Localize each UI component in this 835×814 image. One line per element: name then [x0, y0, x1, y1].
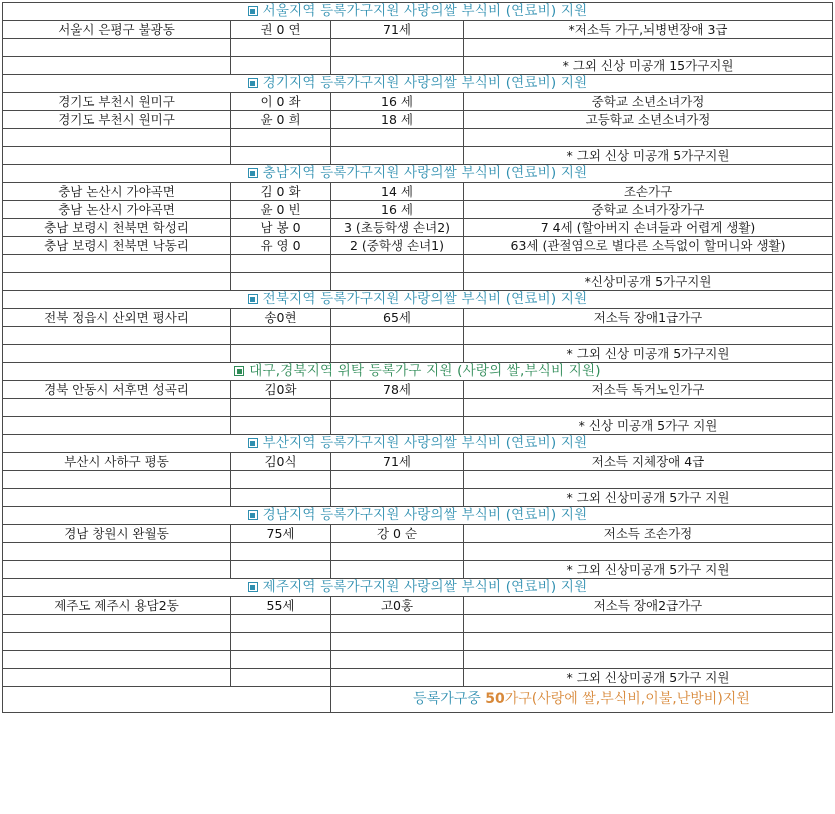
address-cell: 전북 정읍시 산외면 평사리 [3, 309, 231, 327]
section-title [3, 507, 833, 525]
address-cell [3, 147, 231, 165]
note-cell: 저소득 독거노인가구 [464, 381, 833, 399]
section-title [3, 75, 833, 93]
section-header-row [3, 507, 833, 525]
address-cell [3, 633, 231, 651]
support-table [2, 2, 833, 713]
age-cell [331, 255, 464, 273]
name-cell: 김 0 화 [231, 183, 331, 201]
name-cell: 남 봉 0 [231, 219, 331, 237]
age-cell [331, 651, 464, 669]
address-cell [3, 615, 231, 633]
note-cell: * 그외 신상미공개 5가구 지원 [464, 561, 833, 579]
section-title [3, 291, 833, 309]
household-row [3, 219, 833, 237]
note-cell: * 그외 신상미공개 5가구 지원 [464, 669, 833, 687]
age-cell: 71세 [331, 453, 464, 471]
name-cell [231, 489, 331, 507]
age-cell: 3 (초등학생 손녀2) [331, 219, 464, 237]
support-table-body [3, 3, 833, 713]
household-row [3, 417, 833, 435]
name-cell [231, 345, 331, 363]
address-cell [3, 489, 231, 507]
name-cell: 유 영 0 [231, 237, 331, 255]
summary-row [3, 687, 833, 713]
section-header-row [3, 435, 833, 453]
name-cell [231, 615, 331, 633]
age-cell: 고0홍 [331, 597, 464, 615]
address-cell: 제주도 제주시 용담2동 [3, 597, 231, 615]
household-row [3, 471, 833, 489]
address-cell [3, 543, 231, 561]
address-cell: 부산시 사하구 평동 [3, 453, 231, 471]
name-cell [231, 651, 331, 669]
name-cell: 김0화 [231, 381, 331, 399]
section-title [3, 579, 833, 597]
square-bullet-icon [248, 510, 258, 520]
address-cell [3, 273, 231, 291]
age-cell [331, 669, 464, 687]
note-cell [464, 39, 833, 57]
note-cell: 63세 (관절염으로 별다른 소득없이 할머니와 생활) [464, 237, 833, 255]
section-title-text: 서울지역 등록가구지원 사랑의쌀 부식비 (연료비) 지원 [262, 3, 588, 19]
square-bullet-icon [248, 438, 258, 448]
summary-blank-cell [3, 687, 331, 713]
address-cell [3, 39, 231, 57]
household-row [3, 327, 833, 345]
summary-prefix: 등록가구중 [413, 691, 486, 707]
name-cell [231, 129, 331, 147]
name-cell [231, 669, 331, 687]
household-row [3, 633, 833, 651]
age-cell [331, 147, 464, 165]
age-cell [331, 39, 464, 57]
age-cell [331, 399, 464, 417]
name-cell: 권 0 연 [231, 21, 331, 39]
section-title-text: 전북지역 등록가구지원 사랑의쌀 부식비 (연료비) 지원 [262, 291, 588, 307]
section-title [3, 363, 833, 381]
address-cell: 서울시 은평구 불광동 [3, 21, 231, 39]
note-cell: 저소득 장애2급가구 [464, 597, 833, 615]
age-cell [331, 489, 464, 507]
age-cell: 65세 [331, 309, 464, 327]
household-row [3, 597, 833, 615]
summary-suffix: 가구(사랑에 쌀,부식비,이불,난방비)지원 [504, 691, 750, 707]
age-cell [331, 543, 464, 561]
section-title-text: 대구,경북지역 위탁 등록가구 지원 (사랑의 쌀,부식비 지원) [249, 363, 601, 379]
note-cell [464, 651, 833, 669]
address-cell: 경기도 부천시 원미구 [3, 93, 231, 111]
square-bullet-icon [248, 78, 258, 88]
age-cell [331, 615, 464, 633]
household-row [3, 561, 833, 579]
household-row [3, 93, 833, 111]
name-cell [231, 39, 331, 57]
note-cell: * 그외 신상 미공개 5가구지원 [464, 147, 833, 165]
address-cell [3, 651, 231, 669]
age-cell: 16 세 [331, 93, 464, 111]
square-bullet-icon [248, 294, 258, 304]
address-cell [3, 129, 231, 147]
note-cell: 7 4세 (할아버지 손녀들과 어렵게 생활) [464, 219, 833, 237]
note-cell: *저소득 가구,뇌병변장애 3급 [464, 21, 833, 39]
address-cell [3, 327, 231, 345]
age-cell [331, 327, 464, 345]
summary-count: 50 [485, 691, 505, 707]
section-title-text: 제주지역 등록가구지원 사랑의쌀 부식비 (연료비) 지원 [262, 579, 588, 595]
name-cell: 75세 [231, 525, 331, 543]
note-cell [464, 543, 833, 561]
note-cell: * 그외 신상미공개 5가구 지원 [464, 489, 833, 507]
age-cell: 78세 [331, 381, 464, 399]
note-cell: 고등학교 소년소녀가정 [464, 111, 833, 129]
section-header-row [3, 291, 833, 309]
name-cell [231, 399, 331, 417]
section-title-text: 경기지역 등록가구지원 사랑의쌀 부식비 (연료비) 지원 [262, 75, 588, 91]
household-row [3, 111, 833, 129]
name-cell [231, 255, 331, 273]
section-header-row [3, 75, 833, 93]
note-cell [464, 327, 833, 345]
note-cell [464, 471, 833, 489]
note-cell [464, 633, 833, 651]
section-title-text: 충남지역 등록가구지원 사랑의쌀 부식비 (연료비) 지원 [262, 165, 588, 181]
age-cell [331, 417, 464, 435]
name-cell: 윤 0 희 [231, 111, 331, 129]
name-cell [231, 417, 331, 435]
section-header-row [3, 363, 833, 381]
age-cell [331, 273, 464, 291]
household-row [3, 345, 833, 363]
household-row [3, 21, 833, 39]
name-cell [231, 327, 331, 345]
household-row [3, 651, 833, 669]
address-cell: 충남 보령시 천북면 학성리 [3, 219, 231, 237]
note-cell: * 그외 신상 미공개 15가구지원 [464, 57, 833, 75]
name-cell: 55세 [231, 597, 331, 615]
note-cell: 저소득 조손가정 [464, 525, 833, 543]
note-cell: * 신상 미공개 5가구 지원 [464, 417, 833, 435]
note-cell: 중학교 소년소녀가정 [464, 93, 833, 111]
name-cell [231, 633, 331, 651]
household-row [3, 147, 833, 165]
age-cell [331, 129, 464, 147]
household-row [3, 309, 833, 327]
household-row [3, 453, 833, 471]
age-cell [331, 633, 464, 651]
note-cell: * 그외 신상 미공개 5가구지원 [464, 345, 833, 363]
note-cell: 중학교 소녀가장가구 [464, 201, 833, 219]
section-title [3, 165, 833, 183]
note-cell: 저소득 지체장애 4급 [464, 453, 833, 471]
address-cell: 경북 안동시 서후면 성곡리 [3, 381, 231, 399]
age-cell [331, 471, 464, 489]
name-cell [231, 471, 331, 489]
age-cell [331, 57, 464, 75]
section-title-text: 경남지역 등록가구지원 사랑의쌀 부식비 (연료비) 지원 [262, 507, 588, 523]
support-households-sheet [2, 2, 832, 713]
name-cell [231, 543, 331, 561]
household-row [3, 201, 833, 219]
name-cell [231, 57, 331, 75]
name-cell: 윤 0 빈 [231, 201, 331, 219]
section-header-row [3, 3, 833, 21]
household-row [3, 399, 833, 417]
section-title [3, 3, 833, 21]
address-cell [3, 345, 231, 363]
household-row [3, 381, 833, 399]
note-cell: 저소득 장애1급가구 [464, 309, 833, 327]
household-row [3, 57, 833, 75]
age-cell: 16 세 [331, 201, 464, 219]
household-row [3, 39, 833, 57]
name-cell [231, 147, 331, 165]
household-row [3, 525, 833, 543]
household-row [3, 669, 833, 687]
address-cell: 충남 논산시 가야곡면 [3, 201, 231, 219]
age-cell: 14 세 [331, 183, 464, 201]
note-cell [464, 615, 833, 633]
name-cell: 송0현 [231, 309, 331, 327]
section-header-row [3, 165, 833, 183]
age-cell: 18 세 [331, 111, 464, 129]
address-cell [3, 255, 231, 273]
age-cell: 강 0 순 [331, 525, 464, 543]
household-row [3, 183, 833, 201]
square-bullet-icon [248, 6, 258, 16]
square-bullet-icon [248, 168, 258, 178]
square-bullet-icon [234, 366, 244, 376]
note-cell [464, 399, 833, 417]
address-cell: 충남 논산시 가야곡면 [3, 183, 231, 201]
section-header-row [3, 579, 833, 597]
address-cell: 경남 창원시 완월동 [3, 525, 231, 543]
household-row [3, 237, 833, 255]
section-title-text: 부산지역 등록가구지원 사랑의쌀 부식비 (연료비) 지원 [262, 435, 588, 451]
address-cell [3, 57, 231, 75]
name-cell [231, 561, 331, 579]
household-row [3, 489, 833, 507]
summary-cell [331, 687, 833, 713]
age-cell [331, 345, 464, 363]
household-row [3, 255, 833, 273]
household-row [3, 273, 833, 291]
name-cell [231, 273, 331, 291]
section-title [3, 435, 833, 453]
address-cell: 경기도 부천시 원미구 [3, 111, 231, 129]
household-row [3, 543, 833, 561]
address-cell [3, 399, 231, 417]
name-cell: 이 0 좌 [231, 93, 331, 111]
age-cell [331, 561, 464, 579]
address-cell [3, 561, 231, 579]
note-cell: 조손가구 [464, 183, 833, 201]
square-bullet-icon [248, 582, 258, 592]
age-cell: 2 (중학생 손녀1) [331, 237, 464, 255]
note-cell [464, 129, 833, 147]
note-cell [464, 255, 833, 273]
household-row [3, 129, 833, 147]
name-cell: 김0식 [231, 453, 331, 471]
note-cell: *신상미공개 5가구지원 [464, 273, 833, 291]
household-row [3, 615, 833, 633]
address-cell [3, 417, 231, 435]
address-cell [3, 669, 231, 687]
age-cell: 71세 [331, 21, 464, 39]
address-cell [3, 471, 231, 489]
address-cell: 충남 보령시 천북면 낙동리 [3, 237, 231, 255]
